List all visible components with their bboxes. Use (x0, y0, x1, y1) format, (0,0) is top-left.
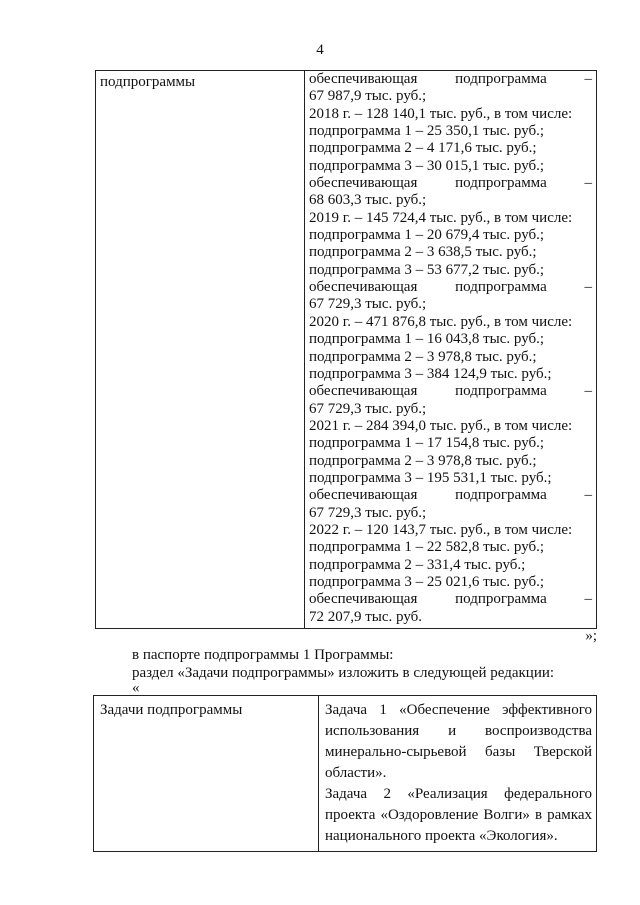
funding-line: подпрограмма 2 – 3 638,5 тыс. руб.; (309, 244, 537, 261)
funding-table-label: подпрограммы (100, 74, 196, 90)
funding-line (309, 175, 592, 192)
tasks-table (93, 695, 597, 852)
funding-line-word: – (584, 279, 592, 296)
funding-line: подпрограмма 3 – 384 124,9 тыс. руб.; (309, 365, 552, 382)
funding-line: подпрограмма 2 – 331,4 тыс. руб.; (309, 556, 526, 573)
funding-table (95, 70, 597, 629)
paragraph-passport: в паспорте подпрограммы 1 Программы: (132, 647, 394, 663)
funding-line-word: подпрограмма (455, 175, 547, 192)
funding-line (309, 591, 592, 608)
funding-line: подпрограмма 3 – 25 021,6 тыс. руб.; (309, 573, 545, 590)
funding-line (309, 71, 592, 88)
funding-line: 68 603,3 тыс. руб.; (309, 192, 427, 209)
funding-line-word: – (584, 71, 592, 87)
funding-line: подпрограмма 2 – 3 978,8 тыс. руб.; (309, 452, 537, 469)
funding-line: подпрограмма 2 – 4 171,6 тыс. руб.; (309, 140, 537, 157)
funding-line-word: подпрограмма (455, 487, 547, 504)
funding-line-word: – (584, 487, 592, 504)
funding-line-word: – (584, 175, 592, 192)
closing-quote: »; (585, 628, 597, 644)
funding-line: подпрограмма 1 – 17 154,8 тыс. руб.; (309, 435, 545, 452)
paragraph-section: раздел «Задачи подпрограммы» изложить в следующей редакции: (132, 665, 555, 681)
funding-table-label-cell (96, 71, 305, 629)
funding-line: подпрограмма 3 – 30 015,1 тыс. руб.; (309, 157, 545, 174)
funding-line (309, 383, 592, 400)
funding-line: 72 207,9 тыс. руб. (309, 608, 423, 625)
funding-line: 67 729,3 тыс. руб.; (309, 504, 427, 521)
funding-line: подпрограмма 3 – 195 531,1 тыс. руб.; (309, 469, 552, 486)
funding-line: 2019 г. – 145 724,4 тыс. руб., в том числе: (309, 209, 573, 226)
funding-line: подпрограмма 2 – 3 978,8 тыс. руб.; (309, 348, 537, 365)
funding-line-word: обеспечивающая (309, 591, 418, 608)
funding-line: 2020 г. – 471 876,8 тыс. руб., в том числе: (309, 313, 573, 330)
funding-line: 67 729,3 тыс. руб.; (309, 296, 427, 313)
funding-line: 2018 г. – 128 140,1 тыс. руб., в том числе: (309, 105, 573, 122)
funding-line-word: – (584, 383, 592, 400)
funding-line: подпрограмма 1 – 25 350,1 тыс. руб.; (309, 123, 545, 140)
funding-table-lines-cell (305, 71, 597, 629)
task-2: Задача 2 «Реализация федерального проекта «Оздоровление Волги» в рамках национального проекта «Экология». (325, 786, 592, 844)
funding-line-word: обеспечивающая (309, 71, 418, 87)
funding-line-word: подпрограмма (455, 279, 547, 296)
funding-line-word: подпрограмма (455, 71, 547, 87)
funding-line-word: обеспечивающая (309, 383, 418, 400)
funding-line (309, 487, 592, 504)
opening-quote: « (132, 680, 140, 696)
funding-line-word: – (584, 591, 592, 608)
funding-line (309, 279, 592, 296)
tasks-table-label-cell (94, 696, 319, 852)
funding-line-word: подпрограмма (455, 591, 547, 608)
funding-line-word: обеспечивающая (309, 175, 418, 192)
funding-line: подпрограмма 3 – 53 677,2 тыс. руб.; (309, 261, 545, 278)
funding-line: 2022 г. – 120 143,7 тыс. руб., в том числе: (309, 521, 573, 538)
funding-lines (309, 71, 592, 626)
funding-line-word: подпрограмма (455, 383, 547, 400)
tasks-table-content-cell (319, 696, 597, 852)
funding-line: 67 729,3 тыс. руб.; (309, 400, 427, 417)
tasks-table-label: Задачи подпрограммы (100, 702, 243, 718)
funding-line: 67 987,9 тыс. руб.; (309, 88, 427, 105)
funding-line-word: обеспечивающая (309, 279, 418, 296)
task-1: Задача 1 «Обеспечение эффективного использования и воспроизводства минерально-сырьевой базы Тверской области». (325, 702, 592, 781)
funding-line: подпрограмма 1 – 16 043,8 тыс. руб.; (309, 331, 545, 348)
page-number: 4 (316, 42, 324, 58)
funding-line: подпрограмма 1 – 20 679,4 тыс. руб.; (309, 227, 545, 244)
funding-line: подпрограмма 1 – 22 582,8 тыс. руб.; (309, 539, 545, 556)
funding-line: 2021 г. – 284 394,0 тыс. руб., в том числе: (309, 417, 573, 434)
funding-line-word: обеспечивающая (309, 487, 418, 504)
